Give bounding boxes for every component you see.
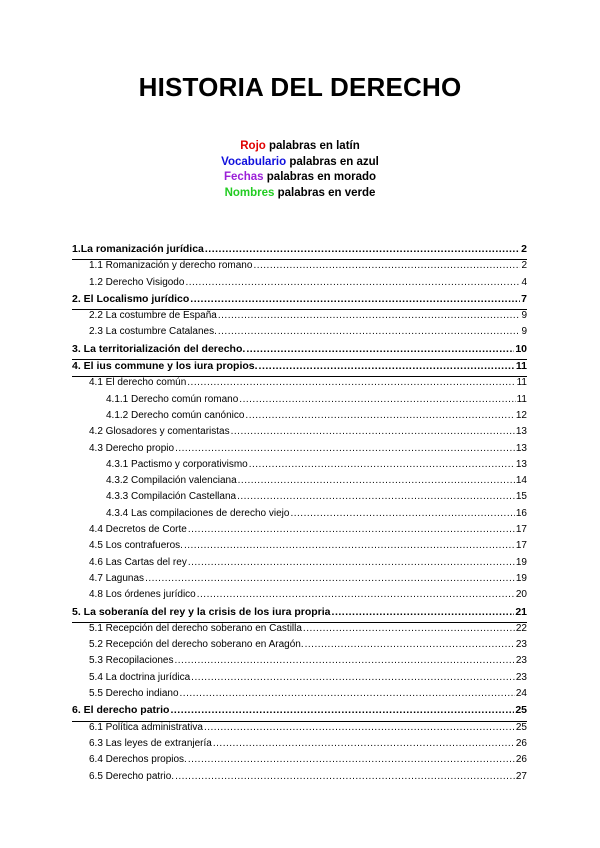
toc-entry-page: 17 xyxy=(515,524,527,536)
toc-entry-label: 1.1 Romanización y derecho romano xyxy=(89,260,253,272)
toc-entry-label: 4.3.3 Compilación Castellana xyxy=(106,491,237,503)
toc-entry-page: 10 xyxy=(515,342,527,355)
toc-entry-page: 2 xyxy=(521,243,527,255)
toc-entry-page: 13 xyxy=(515,458,527,470)
legend-row-names xyxy=(0,186,600,202)
toc-entry[interactable] xyxy=(72,491,527,507)
toc-leader-dots xyxy=(145,573,515,584)
toc-leader-dots xyxy=(204,722,515,733)
toc-leader-dots xyxy=(188,754,515,765)
toc-entry[interactable] xyxy=(72,293,527,310)
toc-entry-label: 2.3 La costumbre Catalanes. xyxy=(89,326,217,338)
toc-entry[interactable] xyxy=(72,475,527,491)
toc-leader-dots xyxy=(170,704,514,716)
toc-entry-page: 23 xyxy=(515,671,527,683)
document-title: HISTORIA DEL DERECHO xyxy=(138,72,462,102)
toc-leader-dots xyxy=(253,260,520,271)
toc-entry-page: 20 xyxy=(515,589,527,601)
toc-entry-label: 6.3 Las leyes de extranjería xyxy=(89,737,212,749)
toc-entry[interactable] xyxy=(72,524,527,540)
legend-text: palabras en latín xyxy=(265,140,360,152)
toc-leader-dots xyxy=(205,243,520,255)
toc-entry-label: 5. La soberanía del rey y la crisis de los iura propria xyxy=(72,605,331,618)
toc-entry[interactable] xyxy=(72,260,527,276)
toc-entry-page: 11 xyxy=(515,360,527,373)
toc-entry-label: 1.2 Derecho Visigodo xyxy=(89,276,185,288)
toc-entry-label: 6. El derecho patrio xyxy=(72,704,170,717)
toc-entry-page: 22 xyxy=(515,622,527,634)
toc-leader-dots xyxy=(197,589,515,600)
toc-leader-dots xyxy=(188,524,515,535)
color-legend xyxy=(0,139,600,201)
toc-entry-page: 14 xyxy=(515,475,527,487)
toc-entry-page: 4 xyxy=(521,276,527,288)
toc-entry[interactable] xyxy=(72,243,527,260)
toc-leader-dots xyxy=(245,410,514,421)
table-of-contents xyxy=(72,243,527,787)
legend-text: palabras en verde xyxy=(274,186,376,199)
legend-key: Nombres xyxy=(224,186,275,199)
toc-leader-dots xyxy=(238,475,515,486)
toc-entry-label: 2.2 La costumbre de España xyxy=(89,310,217,322)
toc-entry[interactable] xyxy=(72,589,527,605)
toc-leader-dots xyxy=(305,639,515,650)
legend-row-latin xyxy=(0,139,600,155)
toc-leader-dots xyxy=(188,557,515,568)
toc-entry-page: 12 xyxy=(515,409,527,421)
toc-leader-dots xyxy=(290,508,514,519)
toc-entry-label: 4.3.4 Las compilaciones de derecho viejo xyxy=(106,507,290,519)
legend-row-vocabulary xyxy=(0,155,600,171)
toc-entry[interactable] xyxy=(72,573,527,589)
toc-leader-dots xyxy=(175,771,515,782)
toc-entry-page: 25 xyxy=(515,721,527,733)
toc-leader-dots xyxy=(175,655,515,666)
legend-key: Fechas xyxy=(223,171,264,183)
toc-entry-page: 24 xyxy=(515,688,527,700)
toc-entry-page: 19 xyxy=(515,572,527,584)
toc-entry-page: 27 xyxy=(515,770,527,782)
toc-leader-dots xyxy=(246,343,514,355)
toc-entry-label: 4.1.2 Derecho común canónico xyxy=(106,409,245,421)
toc-leader-dots xyxy=(237,491,515,502)
toc-entry-label: 4.1.1 Derecho común romano xyxy=(106,393,239,405)
toc-entry-label: 4.7 Lagunas xyxy=(89,572,145,584)
toc-entry-label: 4.5 Los contrafueros. xyxy=(89,540,183,552)
toc-entry[interactable] xyxy=(72,459,527,475)
toc-entry-label: 5.2 Recepción del derecho soberano en Aragón. xyxy=(89,639,304,651)
toc-entry-page: 16 xyxy=(515,507,527,519)
toc-entry-page: 23 xyxy=(515,639,527,651)
toc-entry[interactable] xyxy=(72,688,527,704)
toc-entry[interactable] xyxy=(72,606,527,623)
toc-leader-dots xyxy=(259,360,515,372)
toc-entry[interactable] xyxy=(72,639,527,655)
toc-leader-dots xyxy=(185,277,520,288)
toc-entry[interactable] xyxy=(72,722,527,738)
toc-entry-label: 4.3.2 Compilación valenciana xyxy=(106,475,237,487)
toc-entry[interactable] xyxy=(72,655,527,671)
toc-entry[interactable] xyxy=(72,443,527,459)
toc-entry[interactable] xyxy=(72,277,527,293)
toc-entry[interactable] xyxy=(72,377,527,393)
legend-key: Vocabulario xyxy=(221,155,287,168)
legend-text: palabras en morado xyxy=(263,171,377,183)
toc-entry[interactable] xyxy=(72,410,527,426)
toc-entry-label: 5.3 Recopilaciones xyxy=(89,655,174,667)
toc-entry-page: 26 xyxy=(515,754,527,766)
toc-entry-page: 21 xyxy=(515,605,527,618)
toc-entry[interactable] xyxy=(72,623,527,639)
toc-entry[interactable] xyxy=(72,672,527,688)
legend-row-dates xyxy=(0,170,600,186)
toc-entry-page: 2 xyxy=(521,260,527,272)
toc-entry[interactable] xyxy=(72,754,527,770)
toc-leader-dots xyxy=(191,672,515,683)
toc-leader-dots xyxy=(303,623,515,634)
toc-entry-label: 4.1 El derecho común xyxy=(89,377,187,389)
toc-leader-dots xyxy=(218,310,521,321)
toc-entry[interactable] xyxy=(72,557,527,573)
toc-entry-page: 13 xyxy=(515,442,527,454)
toc-entry-page: 17 xyxy=(515,540,527,552)
toc-entry[interactable] xyxy=(72,310,527,326)
toc-entry-page: 11 xyxy=(516,393,527,405)
toc-entry[interactable] xyxy=(72,326,527,342)
toc-entry-label: 5.1 Recepción del derecho soberano en Castilla xyxy=(89,622,302,634)
toc-entry[interactable] xyxy=(72,704,527,721)
toc-leader-dots xyxy=(249,459,515,470)
toc-entry[interactable] xyxy=(72,771,527,787)
toc-entry-label: 6.1 Política administrativa xyxy=(89,721,203,733)
legend-key: Rojo xyxy=(240,140,266,152)
toc-entry-label: 5.5 Derecho indiano xyxy=(89,688,179,700)
toc-entry[interactable] xyxy=(72,738,527,754)
toc-entry[interactable] xyxy=(72,360,527,377)
toc-entry-page: 26 xyxy=(515,737,527,749)
toc-entry-label: 4.4 Decretos de Corte xyxy=(89,524,187,536)
toc-entry-label: 4.2 Glosadores y comentaristas xyxy=(89,426,230,438)
toc-leader-dots xyxy=(231,426,515,437)
toc-leader-dots xyxy=(184,540,515,551)
toc-entry-label: 1.La romanización jurídica xyxy=(72,243,204,255)
toc-entry-page: 15 xyxy=(515,491,527,503)
toc-leader-dots xyxy=(332,606,515,618)
toc-entry-label: 4. El ius commune y los iura propios. xyxy=(72,360,258,373)
toc-entry-label: 4.8 Los órdenes jurídico xyxy=(89,589,196,601)
toc-entry[interactable] xyxy=(72,540,527,556)
toc-entry-page: 19 xyxy=(515,556,527,568)
toc-entry[interactable] xyxy=(72,343,527,360)
toc-entry-page: 11 xyxy=(516,377,527,389)
toc-entry-label: 4.3 Derecho propio xyxy=(89,442,175,454)
toc-entry-page: 9 xyxy=(521,310,527,322)
toc-entry-label: 4.6 Las Cartas del rey xyxy=(89,556,187,568)
toc-entry-page: 13 xyxy=(515,426,527,438)
toc-leader-dots xyxy=(175,443,515,454)
toc-leader-dots xyxy=(213,738,515,749)
toc-leader-dots xyxy=(187,377,515,388)
toc-entry-label: 3. La territorialización del derecho. xyxy=(72,342,246,355)
toc-entry[interactable] xyxy=(72,394,527,410)
toc-entry-label: 5.4 La doctrina jurídica xyxy=(89,671,191,683)
toc-entry-label: 4.3.1 Pactismo y corporativismo xyxy=(106,458,248,470)
toc-entry-page: 25 xyxy=(515,704,527,717)
toc-entry[interactable] xyxy=(72,426,527,442)
toc-entry-label: 2. El Localismo jurídico xyxy=(72,292,190,305)
toc-leader-dots xyxy=(218,326,521,337)
toc-leader-dots xyxy=(180,688,515,699)
toc-leader-dots xyxy=(190,293,520,305)
toc-entry-label: 6.4 Derechos propios. xyxy=(89,754,187,766)
toc-entry-page: 23 xyxy=(515,655,527,667)
legend-text: palabras en azul xyxy=(286,155,379,168)
toc-entry-page: 7 xyxy=(521,292,527,305)
toc-entry-label: 6.5 Derecho patrio. xyxy=(89,770,175,782)
toc-leader-dots xyxy=(239,394,515,405)
toc-entry[interactable] xyxy=(72,508,527,524)
toc-entry-page: 9 xyxy=(521,326,527,338)
